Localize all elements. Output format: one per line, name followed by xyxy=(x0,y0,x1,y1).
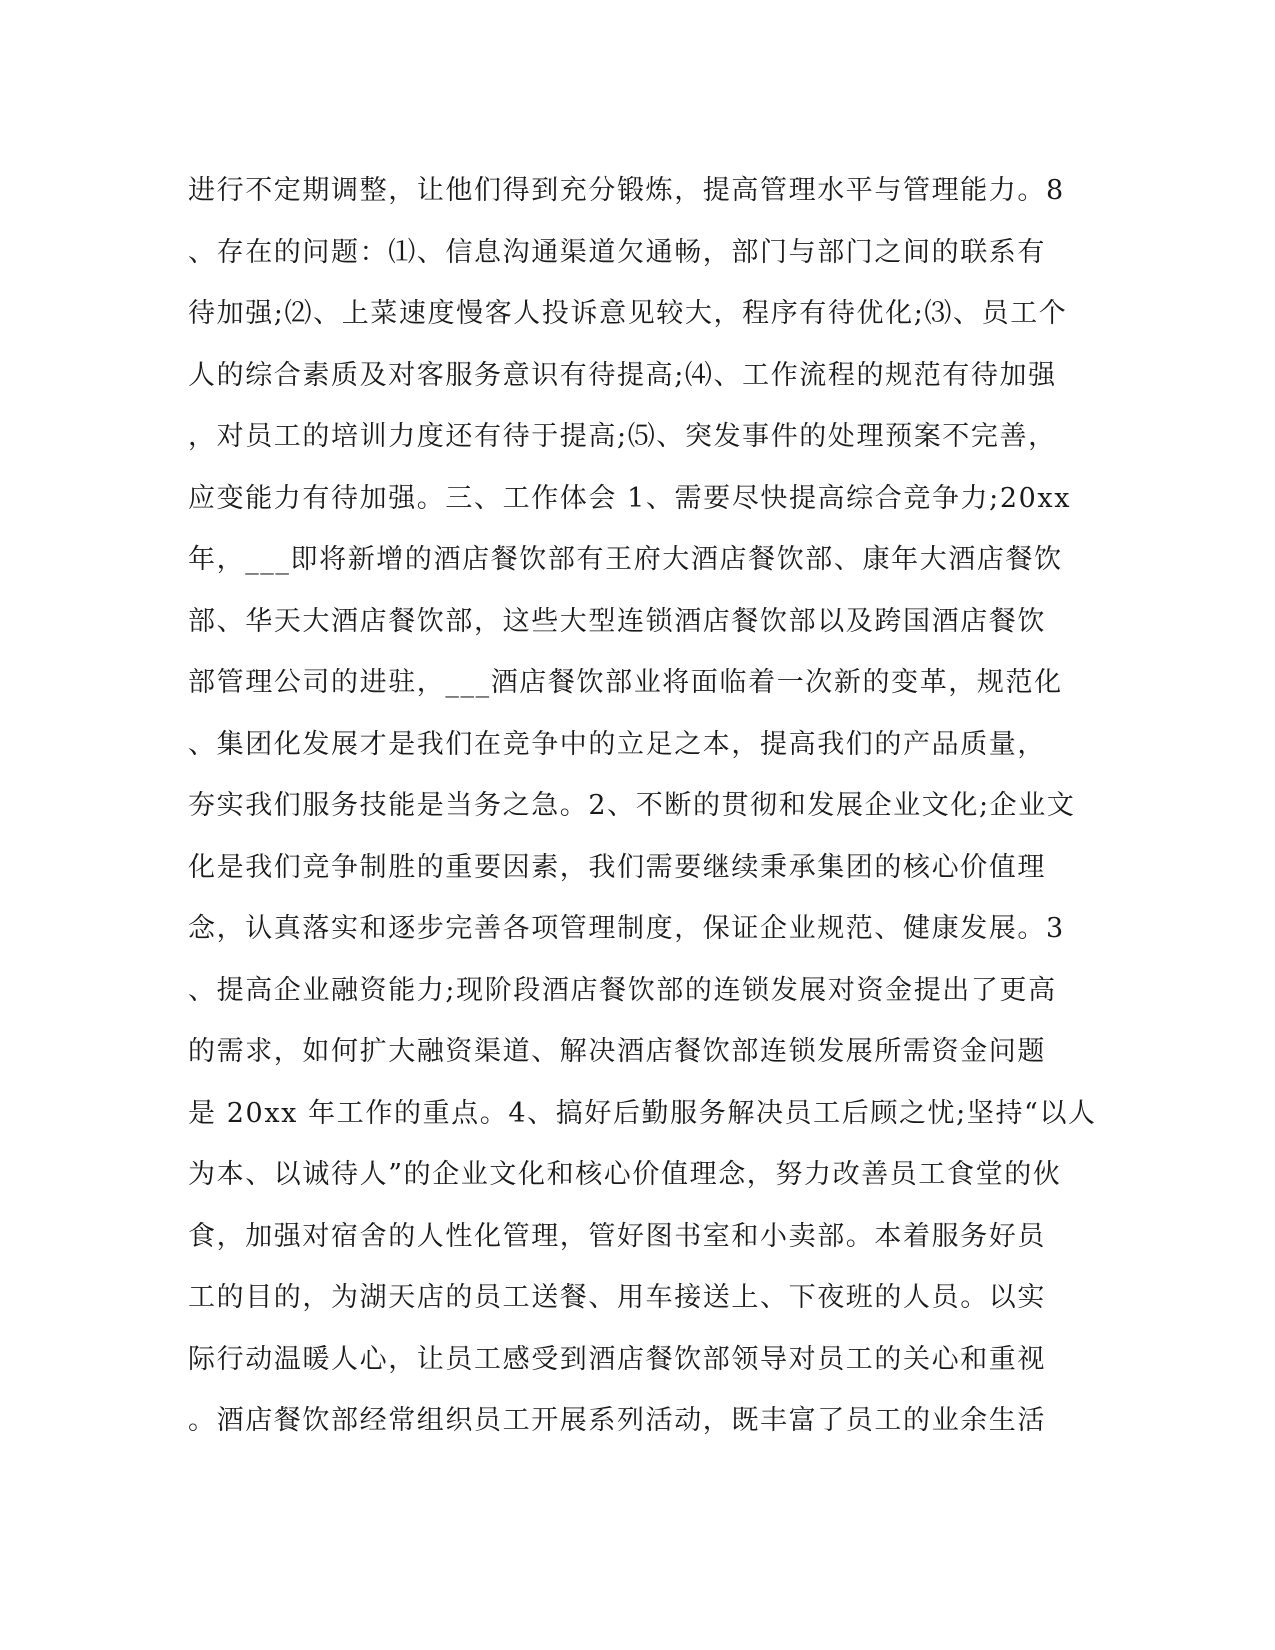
text-line: 化是我们竞争制胜的重要因素，我们需要继续秉承集团的核心价值理 xyxy=(188,851,1046,883)
text-line: 。酒店餐饮部经常组织员工开展系列活动，既丰富了员工的业余生活 xyxy=(188,1405,1046,1436)
text-line: 部管理公司的进驻，___酒店餐饮部业将面临着一次新的变革，规范化 xyxy=(188,667,1063,698)
text-line: 应变能力有待加强。三、工作体会 1、需要尽快提高综合竞争力;20xx xyxy=(188,482,1072,514)
text-line: 际行动温暖人心，让员工感受到酒店餐饮部领导对员工的关心和重视 xyxy=(188,1343,1046,1375)
text-line: 人的综合素质及对客服务意识有待提高;⑷、工作流程的规范有待加强 xyxy=(188,359,1057,391)
text-line: 念，认真落实和逐步完善各项管理制度，保证企业规范、健康发展。3 xyxy=(188,913,1065,944)
text-line: 进行不定期调整，让他们得到充分锻炼，提高管理水平与管理能力。8 xyxy=(188,175,1065,206)
text-line: 、存在的问题：⑴、信息沟通渠道欠通畅，部门与部门之间的联系有 xyxy=(188,236,1046,268)
text-line: 部、华天大酒店餐饮部，这些大型连锁酒店餐饮部以及跨国酒店餐饮 xyxy=(188,605,1046,637)
text-line: 待加强;⑵、上菜速度慢客人投诉意见较大，程序有待优化;⑶、员工个 xyxy=(188,298,1068,329)
text-line: 工的目的，为湖天店的员工送餐、用车接送上、下夜班的人员。以实 xyxy=(188,1282,1046,1313)
body-text xyxy=(188,160,1097,1452)
text-line: 为本、以诚待人”的企业文化和核心价值理念，努力改善员工食堂的伙 xyxy=(188,1159,1062,1190)
text-line: 是 20xx 年工作的重点。4、搞好后勤服务解决员工后顾之忧;坚持“以人 xyxy=(188,1097,1097,1129)
text-line: 年，___即将新增的酒店餐饮部有王府大酒店餐饮部、康年大酒店餐饮 xyxy=(188,544,1063,575)
text-line: 、提高企业融资能力;现阶段酒店餐饮部的连锁发展对资金提出了更高 xyxy=(188,974,1057,1006)
text-line: 食，加强对宿舍的人性化管理，管好图书室和小卖部。本着服务好员 xyxy=(188,1220,1046,1252)
text-line: 的需求，如何扩大融资渠道、解决酒店餐饮部连锁发展所需资金问题 xyxy=(188,1036,1046,1067)
text-line: 、集团化发展才是我们在竞争中的立足之本，提高我们的产品质量， xyxy=(188,728,1046,760)
text-line: 夯实我们服务技能是当务之急。2、不断的贯彻和发展企业文化;企业文 xyxy=(188,790,1076,821)
text-line: ，对员工的培训力度还有待于提高;⑸、突发事件的处理预案不完善， xyxy=(188,421,1057,452)
